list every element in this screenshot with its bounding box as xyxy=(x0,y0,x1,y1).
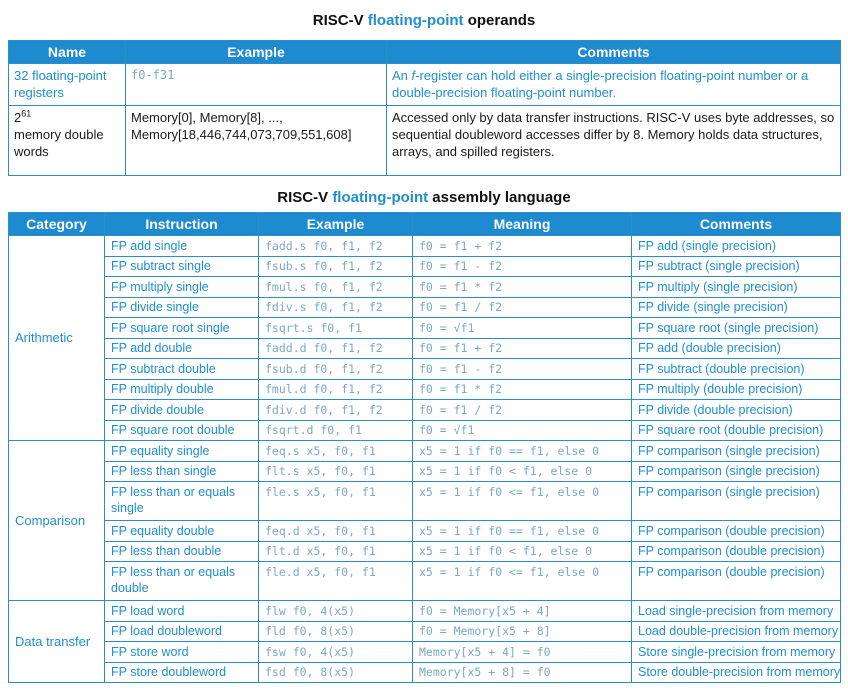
example-cell: fld f0, 8(x5) xyxy=(259,621,413,642)
example-cell: flt.d x5, f0, f1 xyxy=(259,541,413,562)
comment-cell: FP comparison (single precision) xyxy=(632,482,841,521)
meaning-cell: x5 = 1 if f0 < f1, else 0 xyxy=(413,541,632,562)
comment-cell: FP subtract (single precision) xyxy=(632,256,841,277)
assembly-table xyxy=(8,212,841,683)
comment-cell: FP comparison (double precision) xyxy=(632,562,841,601)
example-cell: fsub.s f0, f1, f2 xyxy=(259,256,413,277)
instruction-cell: FP subtract double xyxy=(105,359,259,380)
header-comments: Comments xyxy=(387,41,841,64)
instruction-cell: FP store doubleword xyxy=(105,662,259,683)
category-comparison: Comparison xyxy=(9,441,105,601)
instruction-cell: FP store word xyxy=(105,642,259,663)
table-row xyxy=(9,256,841,277)
meaning-cell: x5 = 1 if f0 < f1, else 0 xyxy=(413,461,632,482)
operands-row-registers xyxy=(9,64,841,106)
instruction-cell: FP square root double xyxy=(105,420,259,441)
memory-name xyxy=(9,106,126,176)
comment-cell: FP multiply (single precision) xyxy=(632,277,841,298)
comment-cell: FP square root (double precision) xyxy=(632,420,841,441)
instruction-cell: FP add double xyxy=(105,338,259,359)
example-cell: fsub.d f0, f1, f2 xyxy=(259,359,413,380)
table-row xyxy=(9,621,841,642)
comment-cell: Load single-precision from memory xyxy=(632,601,841,622)
example-cell: fle.d x5, f0, f1 xyxy=(259,562,413,601)
instruction-cell: FP divide single xyxy=(105,297,259,318)
memory-comment: Accessed only by data transfer instructions. RISC-V uses byte addresses, so sequential doubleword accesses differ by 8. Memory holds data structures, arrays, and spilled registers. xyxy=(387,106,841,176)
example-cell: fmul.s f0, f1, f2 xyxy=(259,277,413,298)
table-row xyxy=(9,297,841,318)
comment-cell: FP comparison (single precision) xyxy=(632,461,841,482)
header-meaning: Meaning xyxy=(413,213,632,236)
example-cell: flw f0, 4(x5) xyxy=(259,601,413,622)
meaning-cell: f0 = f1 - f2 xyxy=(413,256,632,277)
operands-row-memory xyxy=(9,106,841,176)
assembly-title-accent: floating-point xyxy=(332,189,429,206)
meaning-cell: x5 = 1 if f0 <= f1, else 0 xyxy=(413,562,632,601)
example-cell: fdiv.d f0, f1, f2 xyxy=(259,400,413,421)
instruction-cell: FP multiply double xyxy=(105,379,259,400)
example-cell: fsqrt.s f0, f1 xyxy=(259,318,413,339)
table-row xyxy=(9,562,841,601)
instruction-cell: FP less than double xyxy=(105,541,259,562)
table-row xyxy=(9,521,841,542)
operands-table xyxy=(8,40,841,176)
example-cell: flt.s x5, f0, f1 xyxy=(259,461,413,482)
example-cell: fadd.s f0, f1, f2 xyxy=(259,236,413,257)
example-cell: fsd f0, 8(x5) xyxy=(259,662,413,683)
instruction-cell: FP multiply single xyxy=(105,277,259,298)
meaning-cell: f0 = Memory[x5 + 8] xyxy=(413,621,632,642)
comment-cell: FP divide (double precision) xyxy=(632,400,841,421)
operands-title-suffix: operands xyxy=(467,12,536,29)
example-cell: feq.d x5, f0, f1 xyxy=(259,521,413,542)
assembly-title-suffix: assembly language xyxy=(432,189,571,206)
registers-comment-italic: f xyxy=(411,68,416,83)
table-row xyxy=(9,642,841,663)
comment-cell: Load double-precision from memory xyxy=(632,621,841,642)
operands-header-row xyxy=(9,41,841,64)
operands-title xyxy=(0,12,848,29)
instruction-cell: FP add single xyxy=(105,236,259,257)
instruction-cell: FP subtract single xyxy=(105,256,259,277)
assembly-title xyxy=(0,189,848,206)
comment-cell: FP comparison (single precision) xyxy=(632,441,841,462)
instruction-cell: FP load word xyxy=(105,601,259,622)
comment-cell: FP square root (single precision) xyxy=(632,318,841,339)
memory-example: Memory[0], Memory[8], ..., Memory[18,446,744,073,709,551,608] xyxy=(126,106,387,176)
table-row xyxy=(9,318,841,339)
registers-example: f0-f31 xyxy=(126,64,387,106)
meaning-cell: f0 = f1 + f2 xyxy=(413,338,632,359)
instruction-cell: FP less than single xyxy=(105,461,259,482)
operands-title-prefix: RISC-V xyxy=(312,12,364,29)
table-row xyxy=(9,662,841,683)
meaning-cell: x5 = 1 if f0 == f1, else 0 xyxy=(413,521,632,542)
example-cell: fle.s x5, f0, f1 xyxy=(259,482,413,521)
meaning-cell: f0 = √f1 xyxy=(413,420,632,441)
example-cell: feq.s x5, f0, f1 xyxy=(259,441,413,462)
header-name: Name xyxy=(9,41,126,64)
instruction-cell: FP square root single xyxy=(105,318,259,339)
registers-comment-rest: -register can hold either a single-precision floating-point number or a double-precision floating-point number. xyxy=(392,68,809,100)
assembly-body xyxy=(9,236,841,683)
table-row xyxy=(9,338,841,359)
meaning-cell: f0 = √f1 xyxy=(413,318,632,339)
table-row xyxy=(9,359,841,380)
comment-cell: FP multiply (double precision) xyxy=(632,379,841,400)
table-row xyxy=(9,461,841,482)
instruction-cell: FP equality single xyxy=(105,441,259,462)
meaning-cell: f0 = f1 / f2 xyxy=(413,400,632,421)
comment-cell: Store double-precision from memory xyxy=(632,662,841,683)
comment-cell: FP comparison (double precision) xyxy=(632,541,841,562)
memory-name-exponent: 61 xyxy=(21,108,32,119)
example-cell: fsw f0, 4(x5) xyxy=(259,642,413,663)
header-example: Example xyxy=(259,213,413,236)
example-cell: fsqrt.d f0, f1 xyxy=(259,420,413,441)
meaning-cell: Memory[x5 + 8] = f0 xyxy=(413,662,632,683)
meaning-cell: x5 = 1 if f0 <= f1, else 0 xyxy=(413,482,632,521)
meaning-cell: x5 = 1 if f0 == f1, else 0 xyxy=(413,441,632,462)
meaning-cell: Memory[x5 + 4] = f0 xyxy=(413,642,632,663)
comment-cell: Store single-precision from memory xyxy=(632,642,841,663)
meaning-cell: f0 = f1 + f2 xyxy=(413,236,632,257)
assembly-header-row xyxy=(9,213,841,236)
table-row xyxy=(9,541,841,562)
table-row xyxy=(9,482,841,521)
table-row xyxy=(9,441,841,462)
instruction-cell: FP less than or equals double xyxy=(105,562,259,601)
operands-title-accent: floating-point xyxy=(367,12,464,29)
table-row xyxy=(9,420,841,441)
registers-name: 32 floating-point registers xyxy=(9,64,126,106)
comment-cell: FP add (double precision) xyxy=(632,338,841,359)
table-row xyxy=(9,236,841,257)
category-data-transfer: Data transfer xyxy=(9,601,105,683)
instruction-cell: FP less than or equals single xyxy=(105,482,259,521)
meaning-cell: f0 = f1 * f2 xyxy=(413,277,632,298)
instruction-cell: FP load doubleword xyxy=(105,621,259,642)
assembly-title-prefix: RISC-V xyxy=(277,189,329,206)
table-row xyxy=(9,277,841,298)
meaning-cell: f0 = f1 / f2 xyxy=(413,297,632,318)
header-category: Category xyxy=(9,213,105,236)
table-row xyxy=(9,601,841,622)
meaning-cell: f0 = f1 * f2 xyxy=(413,379,632,400)
memory-name-rest: memory double words xyxy=(14,127,104,159)
example-cell: fmul.d f0, f1, f2 xyxy=(259,379,413,400)
table-row xyxy=(9,379,841,400)
comment-cell: FP comparison (double precision) xyxy=(632,521,841,542)
instruction-cell: FP equality double xyxy=(105,521,259,542)
example-cell: fdiv.s f0, f1, f2 xyxy=(259,297,413,318)
category-arithmetic: Arithmetic xyxy=(9,236,105,441)
header-example: Example xyxy=(126,41,387,64)
example-cell: fadd.d f0, f1, f2 xyxy=(259,338,413,359)
table-row xyxy=(9,400,841,421)
memory-name-base: 2 xyxy=(14,110,22,125)
header-comments: Comments xyxy=(632,213,841,236)
registers-comment-prefix: An xyxy=(392,68,412,83)
instruction-cell: FP divide double xyxy=(105,400,259,421)
comment-cell: FP subtract (double precision) xyxy=(632,359,841,380)
meaning-cell: f0 = f1 - f2 xyxy=(413,359,632,380)
meaning-cell: f0 = Memory[x5 + 4] xyxy=(413,601,632,622)
comment-cell: FP add (single precision) xyxy=(632,236,841,257)
header-instruction: Instruction xyxy=(105,213,259,236)
comment-cell: FP divide (single precision) xyxy=(632,297,841,318)
registers-comment xyxy=(387,64,841,106)
